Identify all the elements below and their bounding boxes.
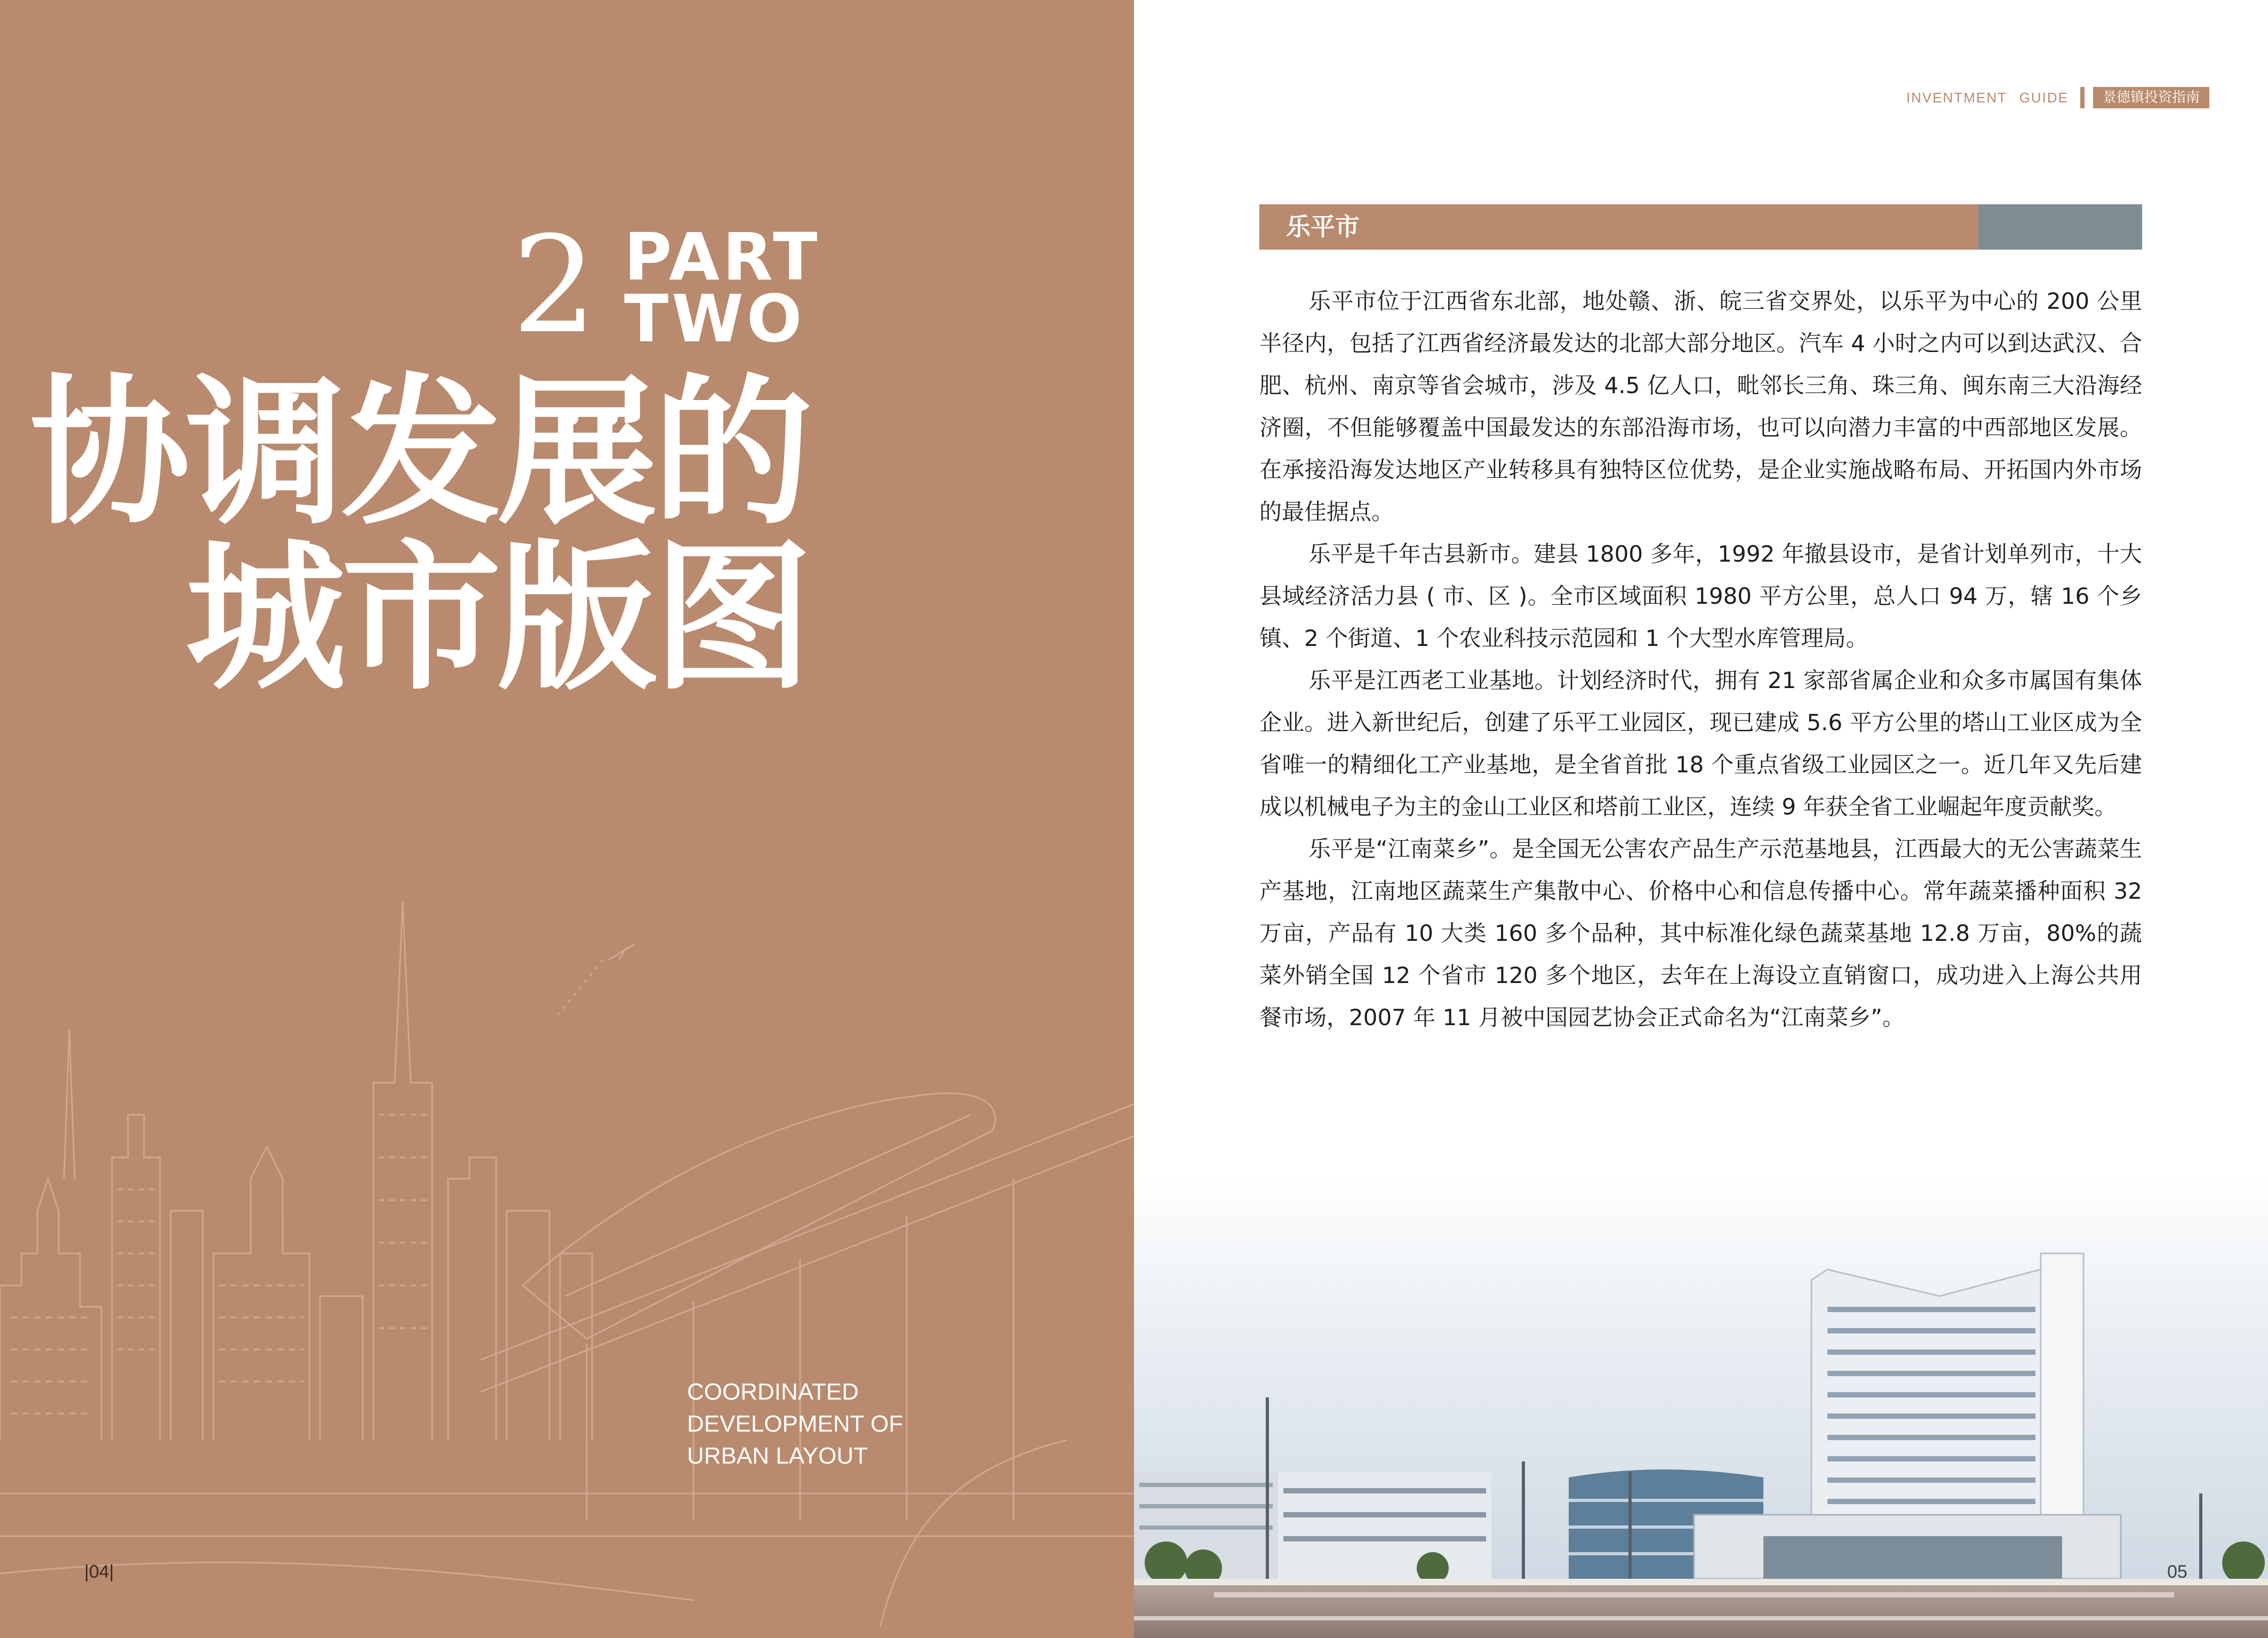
english-subtitle-line-2: DEVELOPMENT OF	[687, 1411, 904, 1437]
body-text	[1259, 280, 2142, 1038]
header-english: INVENTMENT GUIDE	[1906, 89, 2069, 106]
paragraph: 乐平是江西老工业基地。计划经济时代，拥有 21 家部省属企业和众多市属国有集体企业。进入新世纪后，创建了乐平工业园区，现已建成 5.6 平方公里的塔山工业区成为全省唯一的精细化工产业基地，是全省首批 18 个重点省级工业园区之一。近几年又先后建成以机械电子为主的金山工业区和塔前工业区，连续 9 年获全省工业崛起年度贡献奖。	[1259, 667, 2142, 820]
english-subtitle-line-1: COORDINATED	[687, 1379, 859, 1405]
cityscape-line-art	[0, 880, 1134, 1638]
english-subtitle	[687, 1376, 903, 1472]
paragraph: 乐平是千年古县新市。建县 1800 多年，1992 年撤县设市，是省计划单列市，十大县域经济活力县 ( 市、区 )。全市区域面积 1980 平方公里，总人口 94 万，辖 16 个乡镇、2 个街道、1 个农业科技示范园和 1 个大型水库管理局。	[1259, 541, 2142, 651]
running-header	[1906, 87, 2209, 108]
page-number-right: 05	[2167, 1562, 2187, 1582]
city-building-photo	[1134, 1173, 2268, 1638]
part-word-part: PART	[624, 219, 821, 295]
section-bar-accent	[1978, 204, 2142, 250]
english-subtitle-line-3: URBAN LAYOUT	[687, 1443, 868, 1469]
page-number-left: |04|	[84, 1562, 114, 1582]
header-divider	[2080, 87, 2085, 108]
paragraph: 乐平是“江南菜乡”。是全国无公害农产品生产示范基地县，江西最大的无公害蔬菜生产基地，江南地区蔬菜生产集散中心、价格中心和信息传播中心。常年蔬菜播种面积 32 万亩，产品有 10 大类 160 多个品种，其中标准化绿色蔬菜基地 12.8 万亩，80%的蔬菜外销全国 12 个省市 120 多个地区，去年在上海设立直销窗口，成功进入上海公共用餐市场，2007 年 11 月被中国园艺协会正式命名为“江南菜乡”。	[1259, 836, 2142, 1030]
part-word-two: TWO	[624, 281, 805, 357]
part-number: 2	[512, 207, 597, 363]
right-page	[1134, 0, 2268, 1638]
header-chinese: 景德镇投资指南	[2093, 87, 2209, 108]
paragraph: 乐平市位于江西省东北部，地处赣、浙、皖三省交界处，以乐平为中心的 200 公里半径内，包括了江西省经济最发达的北部大部分地区。汽车 4 小时之内可以到达武汉、合肥、杭州、南京等省会城市，涉及 4.5 亿人口，毗邻长三角、珠三角、闽东南三大沿海经济圈，不但能够覆盖中国最发达的东部沿海市场，也可以向潜力丰富的中西部地区发展。在承接沿海发达地区产业转移具有独特区位优势，是企业实施战略布局、开拓国内外市场的最佳据点。	[1259, 288, 2142, 525]
section-title-bar	[1259, 204, 2142, 250]
chapter-title-line-2: 城市版图	[186, 525, 809, 712]
section-title: 乐平市	[1286, 212, 1360, 241]
chapter-title-line-1: 协调发展的	[30, 360, 809, 546]
